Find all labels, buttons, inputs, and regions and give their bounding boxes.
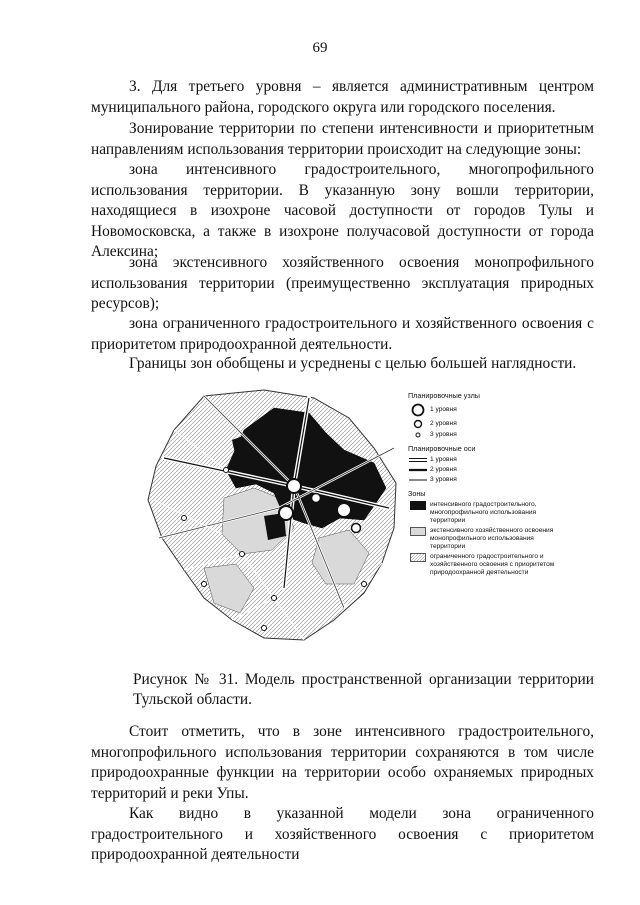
- planning-node-level-1: [279, 506, 293, 520]
- gray-swatch-icon: [408, 527, 428, 536]
- planning-node-level-3: [240, 552, 245, 557]
- legend-zones-title: Зоны: [408, 489, 426, 498]
- paragraph-zoning-intro: Зонирование территории по степени интенсивности и приоритетным направлениям использования территории происходит на следующие зоны:: [91, 120, 594, 158]
- paragraph-third-level: 3. Для третьего уровня – является административным центром муниципального района, городского округа или городского поселения.: [91, 78, 594, 116]
- territory-model-map: [144, 388, 402, 644]
- small-circle-icon: [408, 431, 428, 439]
- planning-node-level-2: [312, 494, 321, 503]
- hatched-swatch-icon: [408, 553, 428, 562]
- legend-axis-level-1: 1 уровня: [408, 456, 558, 464]
- legend-node-level-3: 3 уровня: [408, 431, 558, 439]
- paragraph-zone-extensive: зона экстенсивного хозяйственного освоения монопрофильного использования территории (преимущественно эксплуатация природных ресурсов);: [91, 254, 594, 312]
- paragraph-borders: Границы зон обобщены и усреднены с целью большей наглядности.: [129, 355, 577, 372]
- legend-axis-level-2: 2 уровня: [408, 466, 558, 474]
- paragraph-zone-intensive: зона интенсивного градостроительного, многопрофильного использования территории. В указанную зону вошли территории, находящиеся в изохроне часовой доступности от городов Тулы и Новомосковска, а также в изохроне получасовой доступности от города Алексина;: [91, 161, 594, 260]
- legend-node-level-1: 1 уровня: [408, 403, 558, 417]
- double-line-icon: [408, 457, 428, 463]
- planning-node-level-2: [352, 524, 361, 533]
- planning-node-level-3: [182, 516, 187, 521]
- paragraph-note: Стоит отметить, что в зоне интенсивного градостроительного, многопрофильного использования территории сохраняются в том числе природоохранные функции на территории особо охраняемых природных территорий и реки Упы.: [91, 723, 594, 802]
- page-number: 69: [312, 40, 328, 56]
- paragraph-zone-limited: зона ограниченного градостроительного и хозяйственного освоения с приоритетом природоохранной деятельности.: [91, 315, 594, 353]
- map-legend: [408, 392, 558, 579]
- figure-caption: Рисунок № 31. Модель пространственной организации территории Тульской области.: [133, 671, 594, 708]
- planning-node-level-3: [202, 582, 207, 587]
- legend-node-level-2: 2 уровня: [408, 419, 558, 429]
- planning-node-level-3: [272, 596, 277, 601]
- thick-line-icon: [408, 467, 428, 473]
- planning-node-level-1: [287, 479, 301, 493]
- planning-node-level-3: [224, 468, 229, 473]
- planning-node-level-3: [362, 582, 367, 587]
- paragraph-model-conclusion: Как видно в указанной модели зона ограниченного градостроительного и хозяйственного освоения с приоритетом природоохранной деятельности: [91, 805, 594, 863]
- planning-node-level-1: [337, 503, 351, 517]
- legend-nodes-title: Планировочные узлы: [408, 391, 480, 400]
- large-circle-icon: [408, 403, 428, 417]
- legend-axes-title: Планировочные оси: [408, 444, 476, 453]
- legend-zone-extensive: экстенсивного хозяйственного освоения монопрофильного использования территории: [408, 527, 558, 551]
- black-swatch-icon: [408, 501, 428, 510]
- legend-axis-level-3: 3 уровня: [408, 476, 558, 484]
- medium-circle-icon: [408, 419, 428, 429]
- legend-zone-intensive: интенсивного градостроительного, многопрофильного использования территории: [408, 501, 558, 525]
- thin-line-icon: [408, 477, 428, 483]
- legend-zone-limited: ограниченного градостроительного и хозяйственного освоения с приоритетом природоохранной деятельности: [408, 553, 558, 577]
- planning-node-level-3: [262, 626, 267, 631]
